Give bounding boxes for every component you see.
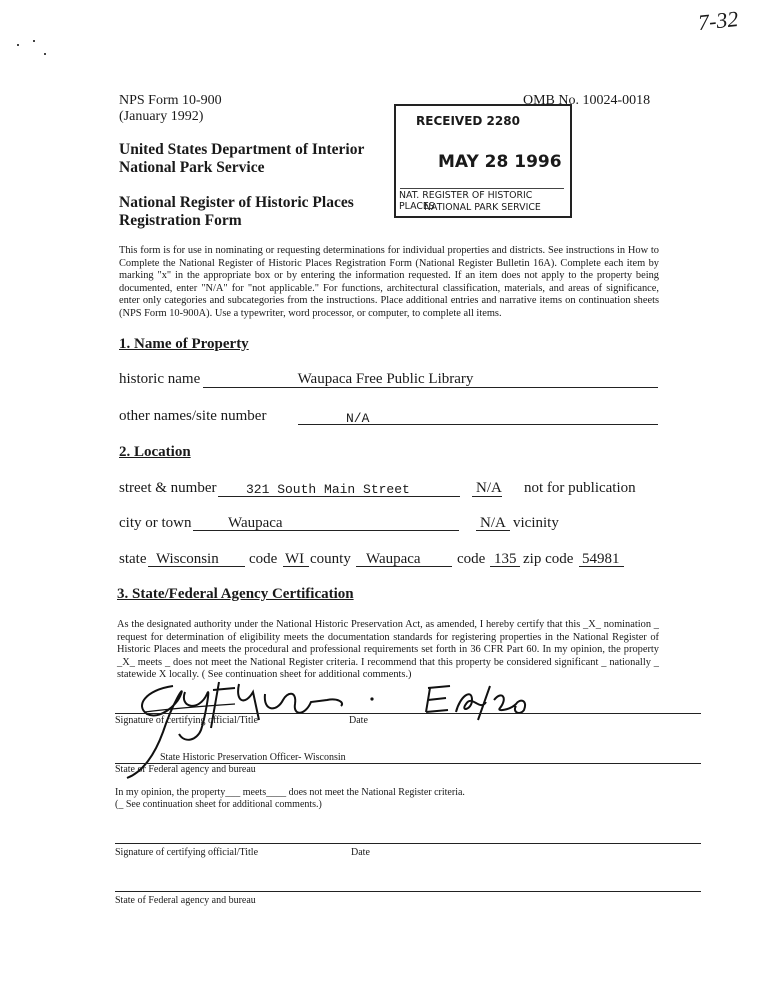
dept-line2: National Park Service: [119, 159, 265, 176]
stamp-line1: NAT. REGISTER OF HISTORIC PLACES: [399, 190, 533, 212]
code-label: code: [249, 551, 278, 567]
vicinity-value: N/A: [480, 515, 506, 531]
handwritten-date: [420, 682, 540, 722]
signature2-label: Signature of certifying official/Title: [115, 847, 259, 858]
agency-label: State or Federal agency and bureau: [115, 764, 256, 775]
signed-date-value: [600, 700, 603, 701]
form-date: (January 1992): [119, 109, 204, 124]
county-code-label: code: [457, 551, 486, 567]
scan-speck: [33, 40, 35, 42]
street-label: street & number: [119, 480, 217, 496]
vicinity-label: vicinity: [513, 515, 559, 531]
state-value: Wisconsin: [156, 551, 219, 567]
stamp-line2: NATIONAL PARK SERVICE: [424, 202, 541, 213]
officer-title: State Historic Preservation Officer- Wisconsin: [160, 752, 346, 763]
stamp-received: RECEIVED 2280: [416, 114, 520, 128]
received-stamp: [394, 104, 572, 218]
other-names-value: N/A: [346, 411, 370, 426]
opinion-line2: (_ See continuation sheet for additional comments.): [115, 799, 322, 810]
historic-name-label: historic name: [119, 371, 201, 387]
county-value: Waupaca: [366, 551, 421, 567]
street-value: 321 South Main Street: [246, 482, 410, 497]
corner-handwritten-note: 7-32: [696, 5, 740, 36]
dept-line1: United States Department of Interior: [119, 141, 365, 158]
section1-heading: 1. Name of Property: [119, 336, 249, 352]
signature-label: Signature of certifying official/Title: [115, 715, 259, 726]
agency2-label: State of Federal agency and bureau: [115, 895, 256, 906]
instructions-paragraph: This form is for use in nominating or requesting determinations for individual properties and districts. See instructions in How to Complete the National Register of Historic Places Registration Form (National Register Bulletin 16A). Complete each item by marking "x" in the appropriate box or by entering the information requested. If an item does not apply to the property being documented, enter "N/A" for "not applicable." For functions, architectural classification, materials, and areas of significance, enter only categories and subcategories from the instructions. Place additional entries and narrative items on continuation sheets (NPS Form 10-900A). Use a typewriter, word processor, or computer, to complete all items.: [119, 245, 659, 319]
nfp-value: N/A: [476, 480, 502, 496]
date2-label: Date: [351, 847, 370, 858]
state-label: state: [119, 551, 147, 567]
opinion-line1: In my opinion, the property___ meets____ does not meet the National Register criteria.: [115, 787, 465, 798]
other-names-label: other names/site number: [119, 408, 267, 424]
county-code-value: 135: [494, 551, 517, 567]
zip-label: zip code: [523, 551, 574, 567]
stamp-inner-line: [400, 188, 564, 189]
omb-number: OMB No. 10024-0018: [523, 93, 651, 108]
form-number: NPS Form 10-900: [119, 93, 222, 108]
city-value: Waupaca: [228, 515, 283, 531]
agency2-line: [115, 891, 701, 892]
section3-heading: 3. State/Federal Agency Certification: [117, 586, 354, 602]
nfp-label: not for publication: [524, 480, 636, 496]
date-label: Date: [349, 715, 368, 726]
city-label: city or town: [119, 515, 192, 531]
section2-heading: 2. Location: [119, 444, 191, 460]
scan-speck: [17, 44, 19, 46]
stamp-date: MAY 28 1996: [438, 152, 562, 172]
signature2-line: [115, 843, 701, 844]
historic-name-value: Waupaca Free Public Library: [297, 371, 474, 387]
scan-speck: [44, 53, 46, 55]
zip-value: 54981: [582, 551, 620, 567]
form-title-line2: Registration Form: [119, 212, 242, 229]
signature-line: [115, 713, 701, 714]
code-value: WI: [285, 551, 305, 567]
county-label: county: [310, 551, 351, 567]
form-title-line1: National Register of Historic Places: [119, 194, 354, 211]
certification-paragraph: As the designated authority under the National Historic Preservation Act, as amended, I hereby certify that this _X_ nomination _ request for determination of eligibility meets the documentation standards for registering properties in the National Register of Historic Places and meets the procedural and professional requirements set forth in 36 CFR Part 60. In my opinion, the property _X_ meets _ does not meet the National Register criteria. I recommend that this property be considered significant _ nationally _ statewide X locally. ( See continuation sheet for additional comments.): [117, 619, 659, 681]
